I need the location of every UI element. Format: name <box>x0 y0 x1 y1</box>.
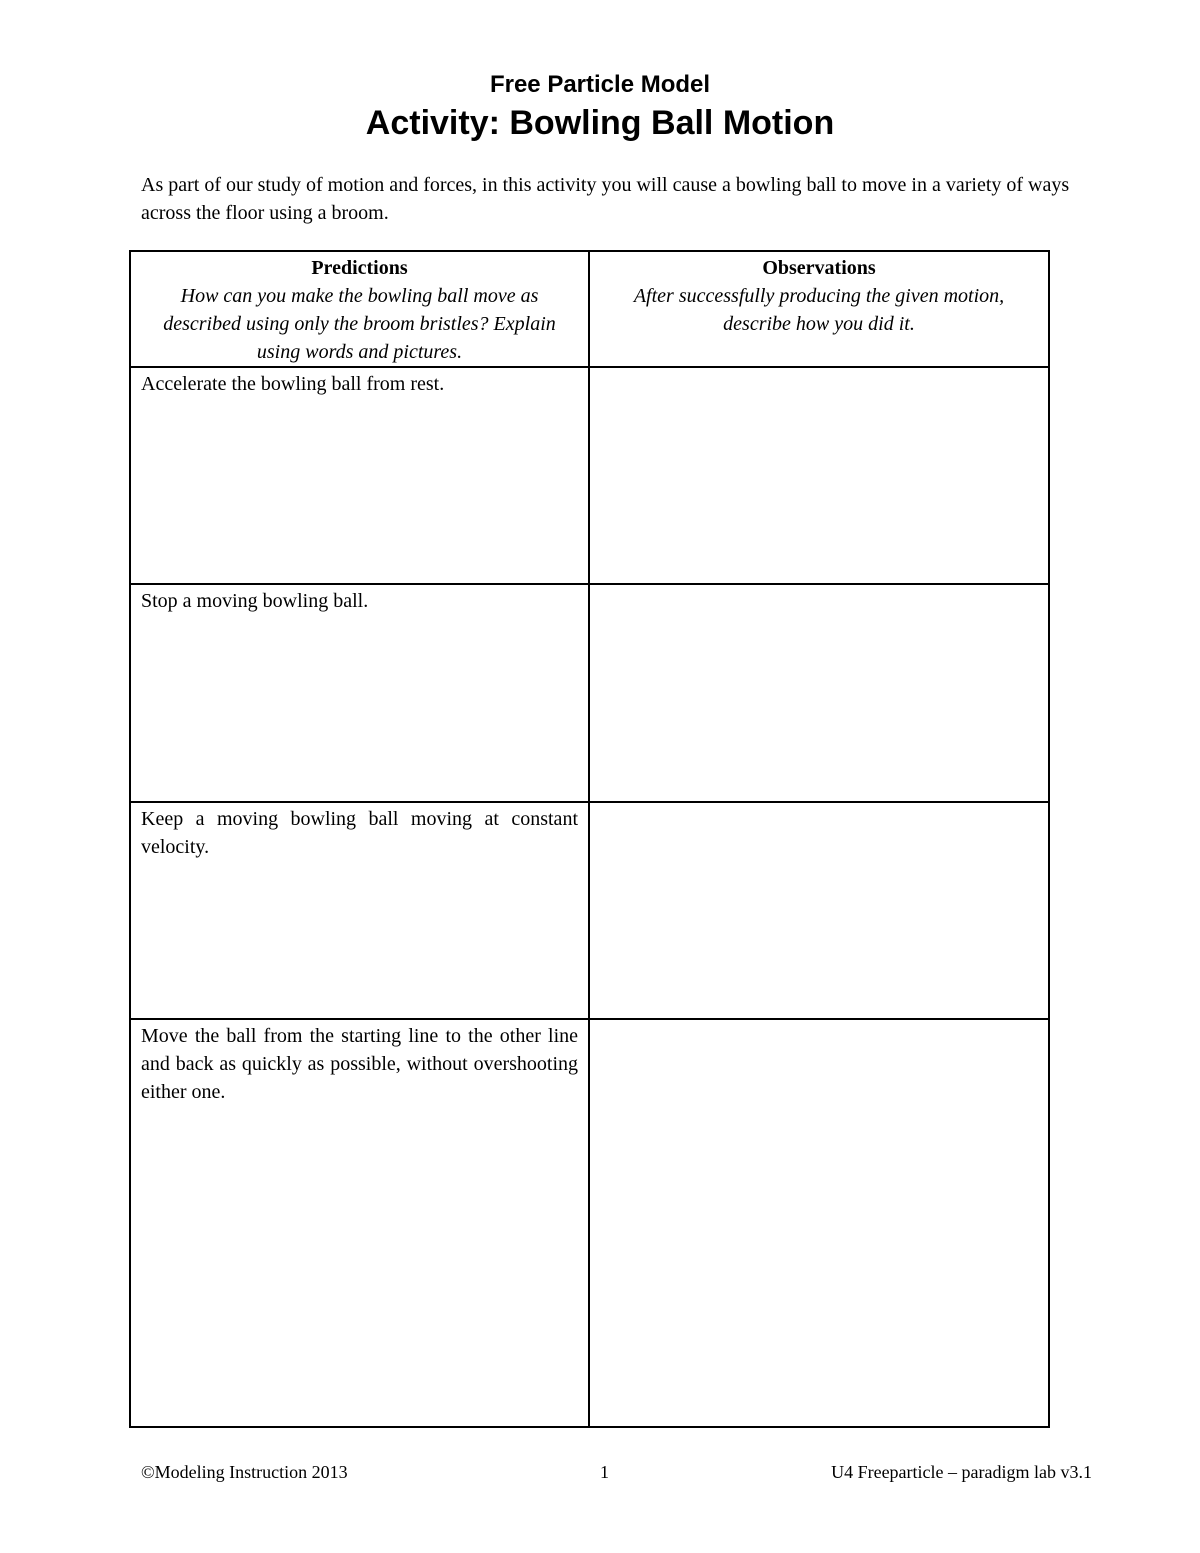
prediction-cell[interactable] <box>130 1019 589 1427</box>
task-text: Move the ball from the starting line to the other line and back as quickly as possible, without overshooting either one. <box>141 1025 578 1103</box>
predictions-heading: Predictions <box>311 257 408 279</box>
table-header-row <box>130 251 1049 367</box>
observation-cell[interactable] <box>589 584 1049 802</box>
footer-copyright: ©Modeling Instruction 2013 <box>141 1462 348 1482</box>
predictions-observations-table <box>129 250 1050 1428</box>
page-title: Activity: Bowling Ball Motion <box>365 104 835 142</box>
predictions-instructions: How can you make the bowling ball move as described using only the broom bristles? Explain using words and pictures. <box>163 285 556 363</box>
task-text: Stop a moving bowling ball. <box>141 590 369 612</box>
table-row <box>130 1019 1049 1427</box>
prediction-cell[interactable] <box>130 802 589 1019</box>
predictions-header-cell <box>130 251 589 367</box>
observations-heading: Observations <box>762 257 876 279</box>
prediction-cell[interactable] <box>130 584 589 802</box>
table-row <box>130 802 1049 1019</box>
observation-cell[interactable] <box>589 1019 1049 1427</box>
prediction-cell[interactable] <box>130 367 589 584</box>
footer-document-id: U4 Freeparticle – paradigm lab v3.1 <box>831 1462 1092 1482</box>
table-row <box>130 584 1049 802</box>
observation-cell[interactable] <box>589 802 1049 1019</box>
model-subtitle: Free Particle Model <box>489 71 711 98</box>
intro-paragraph: As part of our study of motion and forces, in this activity you will cause a bowling ball to move in a variety of ways across the floor using a broom. <box>141 174 1070 224</box>
footer-page-number: 1 <box>600 1462 609 1482</box>
task-text: Keep a moving bowling ball moving at constant velocity. <box>141 808 578 858</box>
observations-instructions: After successfully producing the given motion, describe how you did it. <box>633 285 1005 335</box>
task-text: Accelerate the bowling ball from rest. <box>141 373 445 395</box>
observation-cell[interactable] <box>589 367 1049 584</box>
observations-header-cell <box>589 251 1049 367</box>
table-row <box>130 367 1049 584</box>
